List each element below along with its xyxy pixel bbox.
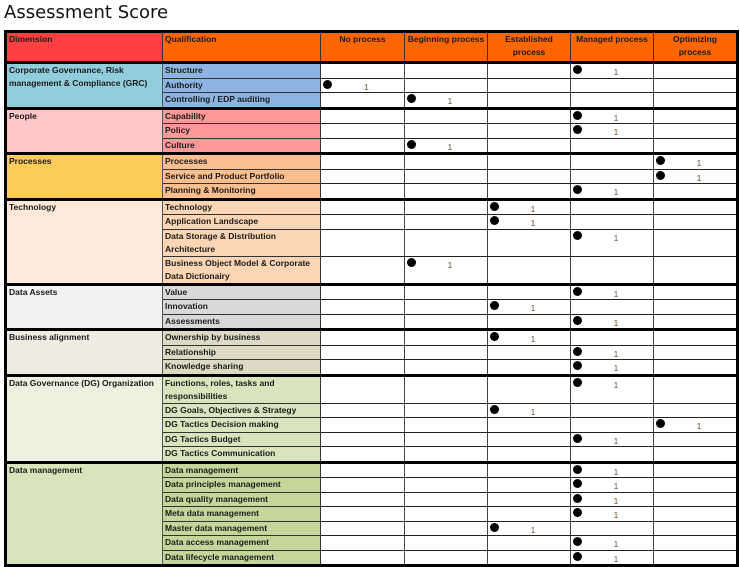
score-value: 1 (530, 335, 536, 344)
score-cell[interactable] (321, 199, 405, 215)
dimension-cell: Business alignment (6, 330, 163, 376)
dimension-cell: Technology (6, 199, 163, 284)
qualification-cell: Data lifecycle management (163, 550, 321, 566)
score-cell[interactable] (321, 314, 405, 330)
score-cell[interactable] (654, 447, 738, 463)
score-cell[interactable] (321, 63, 405, 79)
score-cell[interactable] (654, 432, 738, 447)
score-cell[interactable] (321, 418, 405, 433)
qualification-cell: Knowledge sharing (163, 360, 321, 376)
score-cell[interactable] (405, 462, 488, 478)
score-cell[interactable] (654, 229, 738, 256)
score-cell[interactable] (321, 492, 405, 507)
score-value: 1 (530, 525, 536, 535)
qualification-cell: Innovation (163, 300, 321, 315)
score-cell[interactable] (654, 478, 738, 493)
score-value: 1 (613, 113, 619, 123)
score-cell[interactable] (488, 345, 571, 360)
score-cell[interactable] (654, 169, 738, 184)
score-cell[interactable] (571, 521, 654, 536)
header-managed-process: Managed process (571, 32, 654, 63)
qualification-cell: Authority (163, 78, 321, 93)
score-cell[interactable] (571, 432, 654, 447)
score-cell[interactable] (654, 154, 738, 170)
score-cell[interactable] (321, 360, 405, 376)
dimension-cell: People (6, 108, 163, 154)
score-cell[interactable] (488, 550, 571, 566)
score-cell[interactable] (488, 536, 571, 551)
score-cell[interactable] (488, 256, 571, 284)
qualification-cell: DG Tactics Budget (163, 432, 321, 447)
score-cell[interactable] (321, 229, 405, 256)
score-cell[interactable] (321, 108, 405, 124)
score-value: 1 (696, 422, 702, 431)
score-cell[interactable] (571, 199, 654, 215)
score-cell[interactable] (321, 284, 405, 300)
qualification-cell: Capability (163, 108, 321, 124)
score-cell[interactable] (654, 184, 738, 200)
assessment-table (4, 30, 739, 567)
score-cell[interactable] (571, 360, 654, 376)
score-cell[interactable] (571, 478, 654, 493)
qualification-cell: Meta data management (163, 507, 321, 522)
score-cell[interactable] (654, 63, 738, 79)
score-cell[interactable] (654, 138, 738, 154)
score-cell[interactable] (488, 108, 571, 124)
score-cell[interactable] (488, 199, 571, 215)
score-cell[interactable] (654, 418, 738, 433)
score-cell[interactable] (571, 169, 654, 184)
score-cell[interactable] (405, 521, 488, 536)
score-cell[interactable] (405, 284, 488, 300)
score-cell[interactable] (654, 284, 738, 300)
score-cell[interactable] (405, 63, 488, 79)
score-cell[interactable] (488, 403, 571, 418)
qualification-cell: Data principles management (163, 478, 321, 493)
score-cell[interactable] (405, 154, 488, 170)
score-cell[interactable] (571, 300, 654, 315)
score-cell[interactable] (405, 93, 488, 109)
score-cell[interactable] (488, 124, 571, 139)
score-value: 1 (696, 173, 702, 183)
score-value: 1 (530, 219, 536, 228)
score-value: 1 (613, 496, 619, 506)
score-value: 1 (530, 204, 536, 214)
score-cell[interactable] (405, 375, 488, 403)
score-cell[interactable] (571, 215, 654, 230)
score-cell[interactable] (654, 215, 738, 230)
score-cell[interactable] (571, 314, 654, 330)
score-cell[interactable] (488, 507, 571, 522)
qualification-cell: DG Goals, Objectives & Strategy (163, 403, 321, 418)
score-cell[interactable] (405, 447, 488, 463)
score-cell[interactable] (405, 345, 488, 360)
table-row (6, 462, 738, 478)
score-value: 1 (613, 233, 619, 243)
qualification-cell: Data management (163, 462, 321, 478)
table-row (6, 330, 738, 346)
score-cell[interactable] (405, 169, 488, 184)
qualification-cell: Value (163, 284, 321, 300)
score-cell[interactable] (405, 360, 488, 376)
score-value: 1 (447, 260, 453, 270)
score-cell[interactable] (321, 432, 405, 447)
score-cell[interactable] (654, 124, 738, 139)
score-cell[interactable] (654, 78, 738, 93)
qualification-cell: DG Tactics Communication (163, 447, 321, 463)
score-value: 1 (613, 511, 619, 520)
qualification-cell: Relationship (163, 345, 321, 360)
qualification-cell: Business Object Model & Corporate Data Dictionairy (163, 256, 321, 284)
score-cell[interactable] (321, 330, 405, 346)
header-row (6, 32, 738, 63)
score-cell[interactable] (654, 314, 738, 330)
score-cell[interactable] (571, 184, 654, 200)
score-cell[interactable] (571, 284, 654, 300)
score-cell[interactable] (321, 93, 405, 109)
score-value: 1 (613, 188, 619, 197)
score-cell[interactable] (405, 418, 488, 433)
score-cell[interactable] (405, 330, 488, 346)
score-cell[interactable] (405, 199, 488, 215)
table-row (6, 375, 738, 403)
score-cell[interactable] (321, 536, 405, 551)
score-cell[interactable] (488, 432, 571, 447)
qualification-cell: Policy (163, 124, 321, 139)
score-cell[interactable] (405, 536, 488, 551)
score-value: 1 (613, 289, 619, 299)
score-cell[interactable] (488, 462, 571, 478)
score-cell[interactable] (571, 345, 654, 360)
score-cell[interactable] (321, 256, 405, 284)
header-optimizing-process: Optimizing process (654, 32, 738, 63)
score-cell[interactable] (654, 360, 738, 376)
qualification-cell: Data Storage & Distribution Architecture (163, 229, 321, 256)
score-cell[interactable] (488, 447, 571, 463)
qualification-cell: Processes (163, 154, 321, 170)
dimension-cell: Data Governance (DG) Organization (6, 375, 163, 462)
score-value: 1 (530, 304, 536, 313)
score-value: 1 (447, 97, 453, 106)
score-cell[interactable] (571, 63, 654, 79)
score-cell[interactable] (654, 536, 738, 551)
score-cell[interactable] (488, 300, 571, 315)
score-cell[interactable] (321, 521, 405, 536)
score-cell[interactable] (405, 256, 488, 284)
score-value: 1 (613, 554, 619, 564)
qualification-cell: DG Tactics Decision making (163, 418, 321, 433)
score-cell[interactable] (405, 124, 488, 139)
score-cell[interactable] (488, 284, 571, 300)
score-cell[interactable] (321, 403, 405, 418)
score-cell[interactable] (654, 403, 738, 418)
qualification-cell: Assessments (163, 314, 321, 330)
qualification-cell: Functions, roles, tasks and responsibilities (163, 375, 321, 403)
score-cell[interactable] (405, 432, 488, 447)
score-cell[interactable] (488, 63, 571, 79)
score-value: 1 (613, 349, 619, 359)
table-row (6, 63, 738, 79)
score-cell[interactable] (321, 138, 405, 154)
score-cell[interactable] (654, 375, 738, 403)
score-cell[interactable] (405, 478, 488, 493)
score-cell[interactable] (321, 215, 405, 230)
score-cell[interactable] (405, 403, 488, 418)
score-cell[interactable] (571, 462, 654, 478)
score-cell[interactable] (488, 229, 571, 256)
dimension-cell: Processes (6, 154, 163, 200)
score-cell[interactable] (321, 375, 405, 403)
table-row (6, 108, 738, 124)
qualification-cell: Data access management (163, 536, 321, 551)
score-cell[interactable] (654, 256, 738, 284)
score-cell[interactable] (488, 492, 571, 507)
score-value: 1 (613, 482, 619, 491)
score-cell[interactable] (405, 300, 488, 315)
table-row (6, 284, 738, 300)
score-cell[interactable] (571, 375, 654, 403)
qualification-cell: Controlling / EDP auditing (163, 93, 321, 109)
score-value: 1 (696, 159, 702, 168)
score-cell[interactable] (571, 138, 654, 154)
score-cell[interactable] (321, 169, 405, 184)
score-cell[interactable] (405, 138, 488, 154)
header-established-process: Established process (488, 32, 571, 63)
score-cell[interactable] (488, 330, 571, 346)
score-value: 1 (613, 467, 619, 477)
score-cell[interactable] (571, 78, 654, 93)
header-no-process: No process (321, 32, 405, 63)
qualification-cell: Culture (163, 138, 321, 154)
score-cell[interactable] (571, 418, 654, 433)
score-cell[interactable] (571, 403, 654, 418)
score-cell[interactable] (488, 154, 571, 170)
score-cell[interactable] (321, 300, 405, 315)
score-value: 1 (613, 68, 619, 77)
score-cell[interactable] (654, 93, 738, 109)
score-cell[interactable] (654, 550, 738, 566)
score-cell[interactable] (654, 345, 738, 360)
score-value: 1 (613, 540, 619, 549)
dimension-cell: Corporate Governance, Risk management & Compliance (GRC) (6, 63, 163, 109)
score-value: 1 (447, 142, 453, 152)
score-cell[interactable] (488, 478, 571, 493)
qualification-cell: Data quality management (163, 492, 321, 507)
score-value: 1 (530, 407, 536, 417)
score-cell[interactable] (321, 550, 405, 566)
score-cell[interactable] (571, 108, 654, 124)
score-cell[interactable] (571, 124, 654, 139)
score-value: 1 (613, 380, 619, 390)
score-cell[interactable] (488, 360, 571, 376)
qualification-cell: Technology (163, 199, 321, 215)
table-row (6, 199, 738, 215)
score-cell[interactable] (654, 492, 738, 507)
score-cell[interactable] (405, 507, 488, 522)
page-title: Assessment Score (4, 2, 169, 23)
score-cell[interactable] (405, 78, 488, 93)
score-cell[interactable] (571, 550, 654, 566)
score-cell[interactable] (571, 256, 654, 284)
score-cell[interactable] (321, 154, 405, 170)
score-cell[interactable] (321, 184, 405, 200)
qualification-cell: Structure (163, 63, 321, 79)
score-cell[interactable] (321, 507, 405, 522)
score-cell[interactable] (488, 521, 571, 536)
score-cell[interactable] (654, 300, 738, 315)
header-qualification: Qualification (163, 32, 321, 63)
qualification-cell: Service and Product Portfolio (163, 169, 321, 184)
score-cell[interactable] (405, 184, 488, 200)
score-cell[interactable] (488, 184, 571, 200)
score-cell[interactable] (405, 492, 488, 507)
score-cell[interactable] (405, 108, 488, 124)
score-cell[interactable] (405, 314, 488, 330)
score-value: 1 (613, 318, 619, 328)
dimension-cell: Data management (6, 462, 163, 566)
score-cell[interactable] (321, 478, 405, 493)
score-value: 1 (364, 82, 369, 92)
dimension-cell: Data Assets (6, 284, 163, 330)
score-cell[interactable] (571, 447, 654, 463)
score-cell[interactable] (488, 138, 571, 154)
score-cell[interactable] (654, 108, 738, 124)
score-value: 1 (613, 128, 619, 137)
qualification-cell: Application Landscape (163, 215, 321, 230)
score-cell[interactable] (571, 93, 654, 109)
score-cell[interactable] (488, 314, 571, 330)
table-row (6, 154, 738, 170)
score-cell[interactable] (321, 462, 405, 478)
score-cell[interactable] (488, 93, 571, 109)
score-cell[interactable] (571, 330, 654, 346)
score-cell[interactable] (405, 550, 488, 566)
score-cell[interactable] (488, 169, 571, 184)
score-cell[interactable] (571, 507, 654, 522)
score-cell[interactable] (405, 215, 488, 230)
score-cell[interactable] (571, 229, 654, 256)
score-cell[interactable] (654, 521, 738, 536)
score-cell[interactable] (405, 229, 488, 256)
score-cell[interactable] (488, 215, 571, 230)
header-dimension: Dimension (6, 32, 163, 63)
score-cell[interactable] (571, 492, 654, 507)
score-value: 1 (613, 436, 619, 446)
score-cell[interactable] (654, 199, 738, 215)
qualification-cell: Master data management (163, 521, 321, 536)
score-value: 1 (613, 364, 619, 373)
score-cell[interactable] (571, 536, 654, 551)
score-cell[interactable] (321, 345, 405, 360)
score-cell[interactable] (321, 124, 405, 139)
qualification-cell: Ownership by business (163, 330, 321, 346)
score-cell[interactable] (654, 507, 738, 522)
score-cell[interactable] (488, 78, 571, 93)
qualification-cell: Planning & Monitoring (163, 184, 321, 200)
score-cell[interactable] (654, 462, 738, 478)
score-cell[interactable] (488, 375, 571, 403)
score-cell[interactable] (654, 330, 738, 346)
score-cell[interactable] (321, 78, 405, 93)
score-cell[interactable] (488, 418, 571, 433)
score-cell[interactable] (321, 447, 405, 463)
score-cell[interactable] (571, 154, 654, 170)
header-beginning-process: Beginning process (405, 32, 488, 63)
